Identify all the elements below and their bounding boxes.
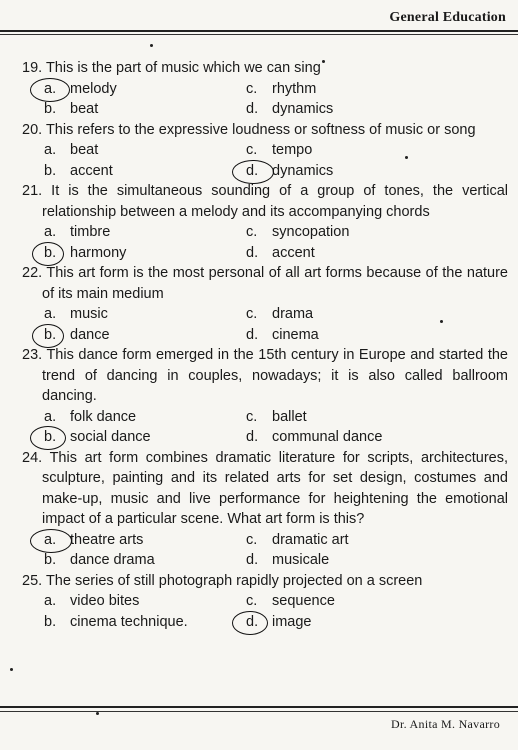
- question-text: This art form combines dramatic literature for scripts, architectures, sculpture, painting and its related arts for set design, costumes and make-up, music and live performance for heightening the emotional impact of a particular scene. What art form is this?: [42, 449, 508, 527]
- option-d[interactable]: d. cinema: [246, 326, 319, 343]
- option-a[interactable]: a. folk dance: [44, 408, 137, 425]
- question-25: [0, 571, 518, 633]
- option-c[interactable]: c. tempo: [246, 142, 313, 158]
- option-c[interactable]: c. syncopation: [246, 224, 350, 240]
- option-c[interactable]: c. rhythm: [246, 80, 317, 97]
- question-24: [0, 448, 518, 571]
- question-text: The series of still photograph rapidly projected on a screen: [45, 572, 423, 589]
- question-22: [0, 263, 518, 345]
- option-d[interactable]: d. communal dance: [246, 429, 383, 445]
- option-b[interactable]: b. beat: [44, 101, 99, 117]
- option-d[interactable]: d. dynamics: [246, 101, 334, 117]
- footer-rule-thin: [0, 711, 518, 712]
- question-19: [0, 58, 518, 120]
- option-d[interactable]: d. musicale: [246, 552, 330, 568]
- question-number: 21.: [22, 183, 43, 199]
- option-d[interactable]: d. dynamics: [246, 162, 334, 179]
- scan-speck: [150, 44, 153, 47]
- question-list: [0, 58, 518, 632]
- option-b[interactable]: b. accent: [44, 162, 113, 179]
- option-b[interactable]: b. harmony: [44, 244, 127, 261]
- option-d[interactable]: d. accent: [246, 244, 315, 261]
- scan-speck: [405, 156, 408, 159]
- header-title: General Education: [389, 10, 506, 25]
- option-d[interactable]: d. image: [246, 613, 312, 630]
- footer-rule-thick: [0, 706, 518, 708]
- header-rule-thick: [0, 30, 518, 32]
- option-a[interactable]: a. theatre arts: [44, 531, 144, 548]
- question-number: 25.: [22, 572, 43, 589]
- question-number: 22.: [22, 265, 43, 281]
- option-c[interactable]: c. sequence: [246, 593, 335, 609]
- scan-speck: [10, 668, 13, 671]
- question-text: This refers to the expressive loudness or softness of music or song: [45, 121, 476, 138]
- option-a[interactable]: a. music: [44, 306, 108, 322]
- question-number: 20.: [22, 121, 43, 138]
- header-rule-thin: [0, 34, 518, 35]
- question-text: This dance form emerged in the 15th century in Europe and started the trend of dancing in couples, nowadays; it is also called ballroom dancing.: [42, 347, 508, 404]
- question-23: [0, 345, 518, 448]
- option-a[interactable]: a. melody: [44, 80, 117, 97]
- question-number: 24.: [22, 449, 43, 466]
- question-number: 19.: [22, 60, 43, 76]
- option-c[interactable]: c. drama: [246, 306, 314, 322]
- option-b[interactable]: b. dance: [44, 326, 110, 343]
- scan-speck: [322, 60, 325, 63]
- scan-speck: [440, 320, 443, 323]
- option-b[interactable]: b. cinema technique.: [44, 613, 188, 630]
- question-text: It is the simultaneous sounding of a group of tones, the vertical relationship between a melody and its accompanying chords: [42, 183, 508, 220]
- option-a[interactable]: a. video bites: [44, 593, 140, 609]
- question-20: [0, 120, 518, 182]
- option-a[interactable]: a. beat: [44, 142, 99, 158]
- footer-author: Dr. Anita M. Navarro: [391, 717, 500, 731]
- option-c[interactable]: c. dramatic art: [246, 531, 349, 548]
- question-21: [0, 181, 518, 263]
- option-c[interactable]: c. ballet: [246, 408, 307, 425]
- option-b[interactable]: b. social dance: [44, 429, 151, 445]
- scan-speck: [96, 712, 99, 715]
- option-a[interactable]: a. timbre: [44, 224, 111, 240]
- question-number: 23.: [22, 347, 43, 363]
- question-text: This art form is the most personal of all art forms because of the nature of its main medium: [42, 265, 508, 302]
- option-b[interactable]: b. dance drama: [44, 552, 155, 568]
- question-text: This is the part of music which we can sing: [45, 60, 321, 76]
